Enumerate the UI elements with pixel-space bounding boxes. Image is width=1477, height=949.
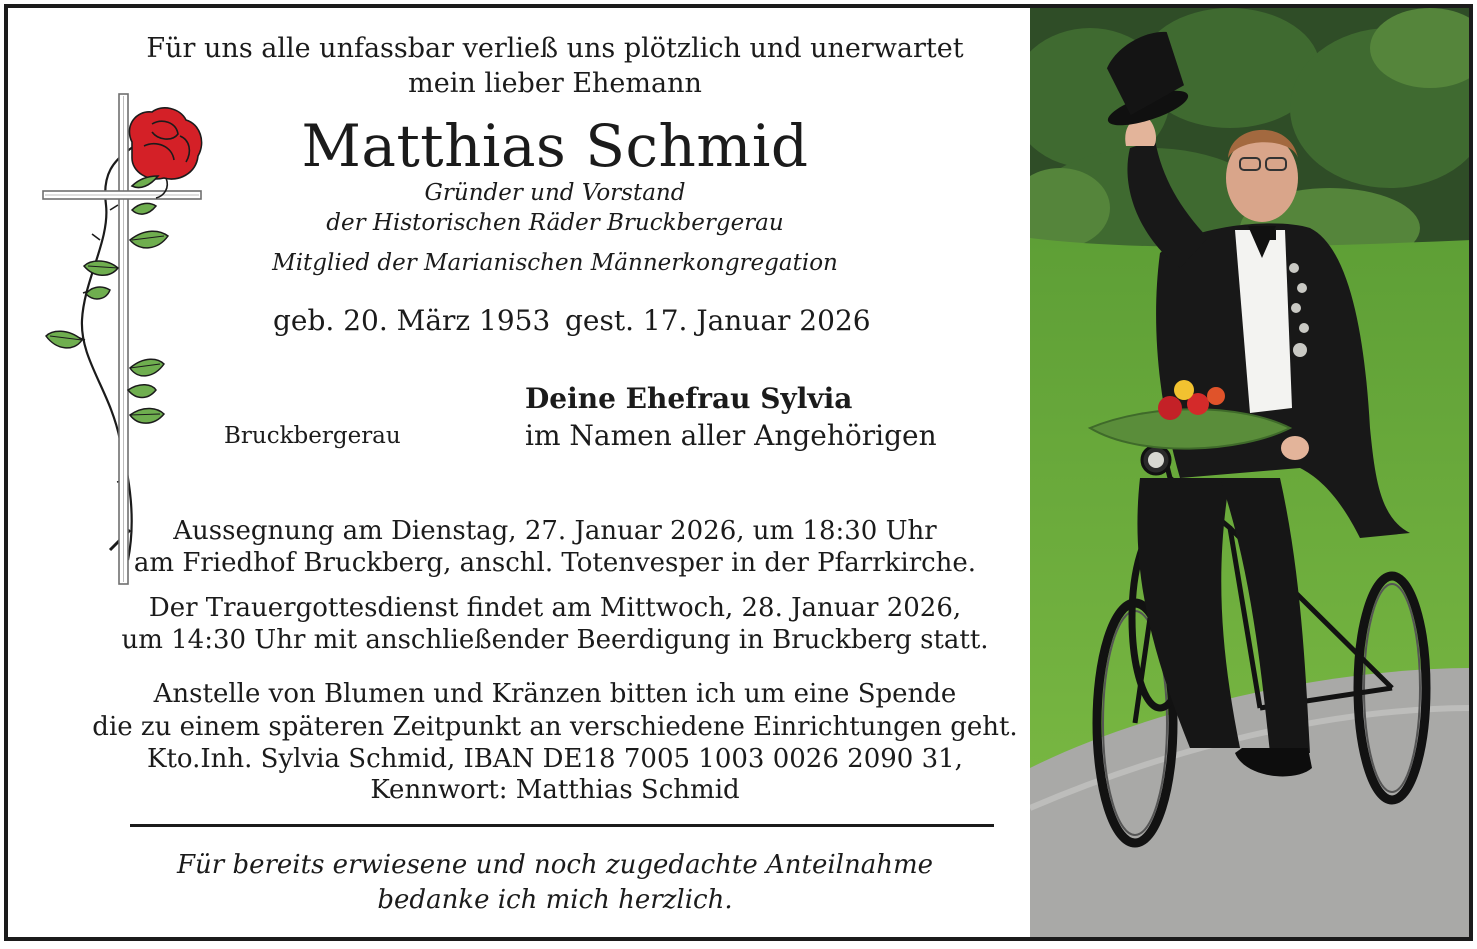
- intro-line-2: mein lieber Ehemann: [408, 68, 702, 99]
- death-date: gest. 17. Januar 2026: [565, 304, 871, 337]
- obituary-notice: [4, 4, 1473, 941]
- blessing-line-2: am Friedhof Bruckberg, anschl. Totenvesper in der Pfarrkirche.: [133, 548, 977, 578]
- blessing-line-1: Aussegnung am Dienstag, 27. Januar 2026, um 18:30 Uhr: [173, 516, 937, 546]
- role-founder: Gründer und Vorstand: [424, 180, 686, 206]
- mass-line-2: um 14:30 Uhr mit anschließender Beerdigung in Bruckberg statt.: [121, 625, 989, 655]
- signature-name: Deine Ehefrau Sylvia: [525, 382, 853, 415]
- donation-line-1: Anstelle von Blumen und Kränzen bitten ich um eine Spende: [153, 679, 957, 709]
- thanks-line-1: Für bereits erwiesene und noch zugedachte Anteilnahme: [176, 850, 933, 880]
- intro-line-1: Für uns alle unfassbar verließ uns plötzlich und unerwartet: [146, 33, 964, 64]
- divider-line: [130, 824, 994, 827]
- cross-with-rose-icon: [40, 90, 210, 590]
- notice-text-area: [8, 8, 1030, 937]
- donation-line-4: Kennwort: Matthias Schmid: [370, 775, 740, 805]
- donation-line-2: die zu einem späteren Zeitpunkt an verschiedene Einrichtungen geht.: [92, 712, 1018, 742]
- thanks-line-2: bedanke ich mich herzlich.: [377, 885, 733, 915]
- donation-line-3: Kto.Inh. Sylvia Schmid, IBAN DE18 7005 1003 0026 2090 31,: [147, 744, 963, 774]
- signature-place: Bruckbergerau: [224, 423, 401, 449]
- deceased-name: Matthias Schmid: [301, 112, 809, 180]
- birth-date: geb. 20. März 1953: [273, 304, 551, 337]
- role-club: der Historischen Räder Bruckbergerau: [326, 210, 784, 236]
- memorial-photo: [1030, 8, 1473, 937]
- signature-relatives: im Namen aller Angehörigen: [525, 419, 937, 452]
- mass-line-1: Der Trauergottesdienst findet am Mittwoch, 28. Januar 2026,: [148, 593, 962, 623]
- role-membership: Mitglied der Marianischen Männerkongregation: [272, 250, 838, 276]
